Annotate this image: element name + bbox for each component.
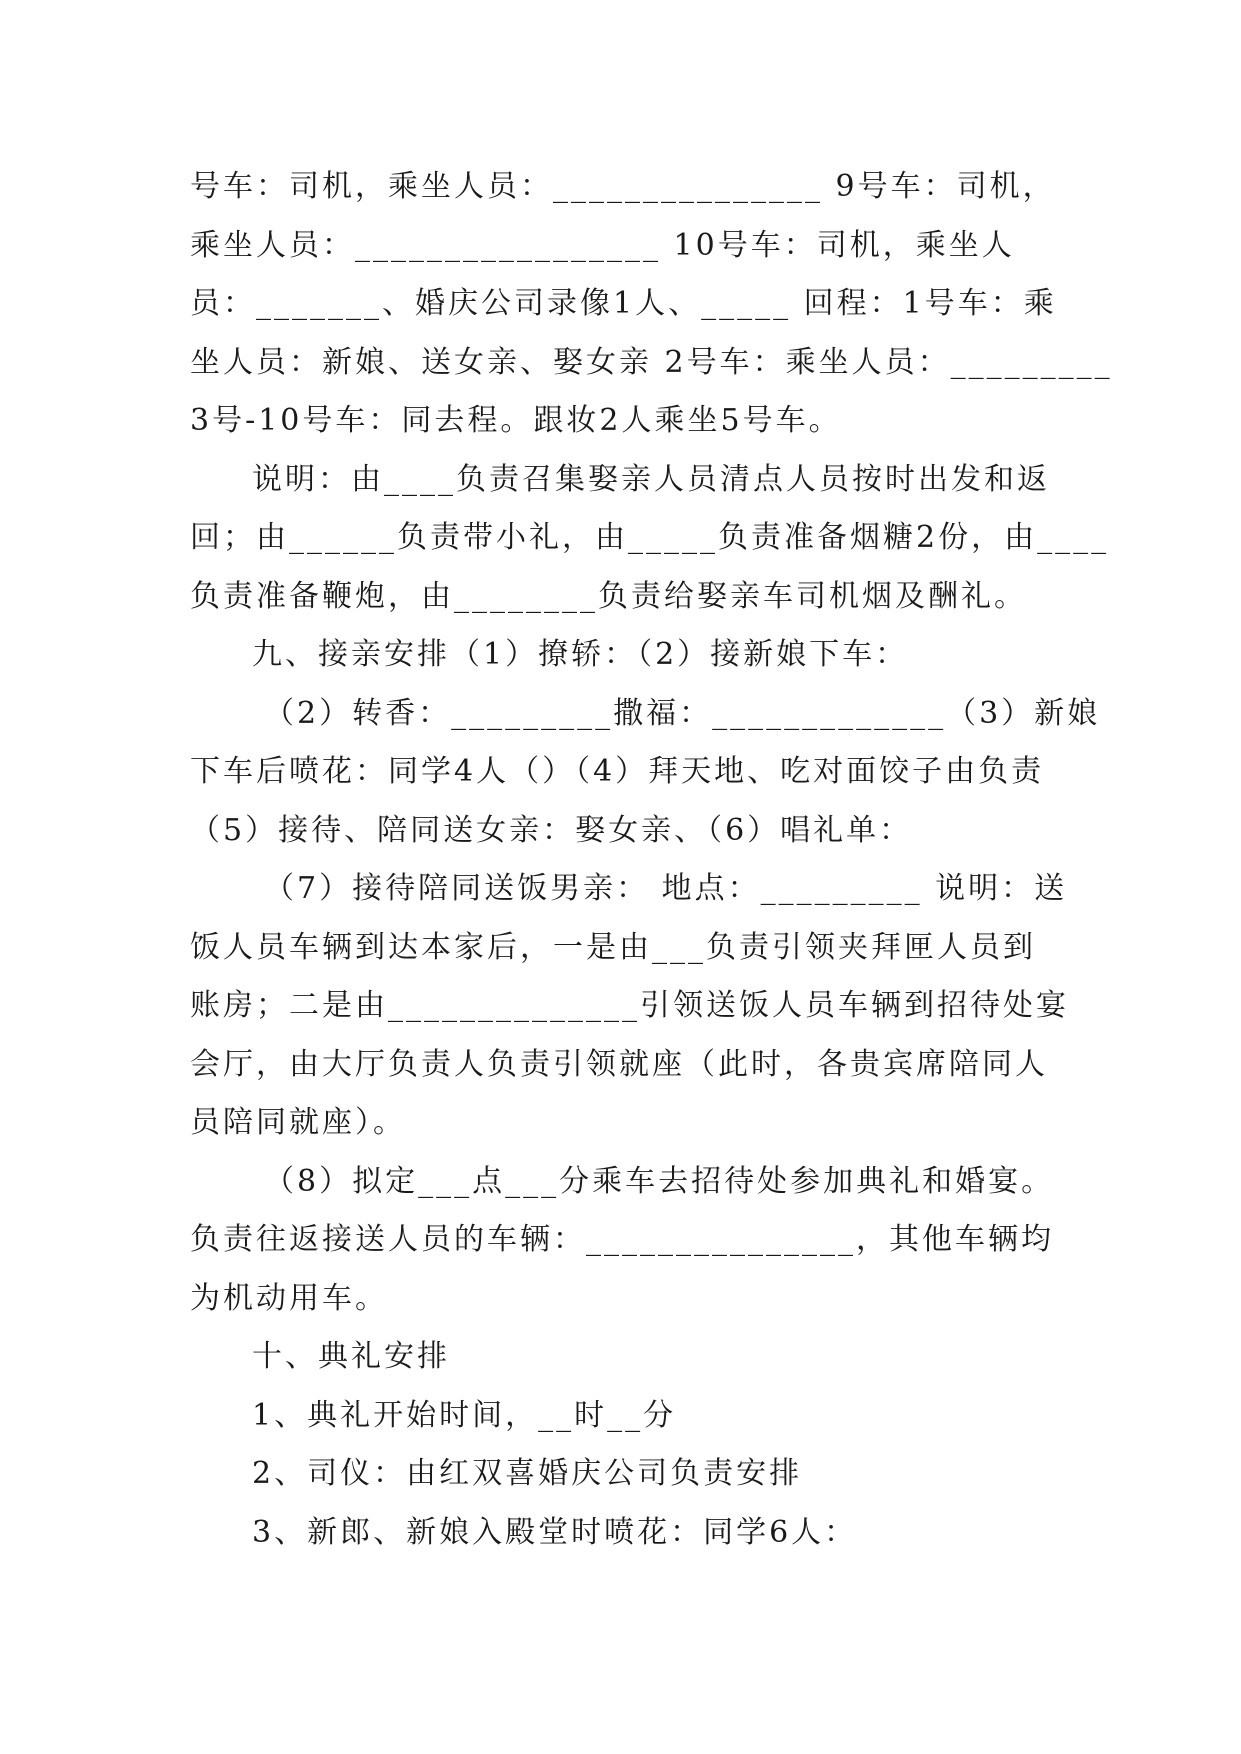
text-line: 说明：由____负责召集娶亲人员清点人员按时出发和返 <box>252 461 1050 497</box>
text-line: 坐人员：新娘、送女亲、娶女亲 2号车：乘坐人员：_________ <box>190 344 1113 380</box>
text-line: 为机动用车。 <box>190 1280 388 1316</box>
section-heading: 十、典礼安排 <box>252 1339 450 1374</box>
text-line: （7）接待陪同送饭男亲： 地点：_________ 说明：送 <box>264 871 1068 906</box>
document-body <box>190 158 1113 1562</box>
text-line: 回；由______负责带小礼，由_____负责准备烟糖2份，由____ <box>190 520 1110 555</box>
text-line: 乘坐人员：_________________ 10号车：司机，乘坐人 <box>190 227 1015 263</box>
text-line: 账房；二是由______________引领送饭人员车辆到招待处宴 <box>190 988 1069 1023</box>
text-line: 负责往返接送人员的车辆：_______________，其他车辆均 <box>190 1222 1054 1257</box>
text-line: 号车：司机，乘坐人员：_______________ 9号车：司机， <box>190 169 1056 204</box>
text-line: 下车后喷花：同学4人（）（4）拜天地、吃对面饺子由负责 <box>190 754 1045 789</box>
text-line: 员：_______、婚庆公司录像1人、_____ 回程：1号车：乘 <box>190 286 1057 321</box>
text-line: 员陪同就座）。 <box>190 1105 406 1140</box>
section-heading: 九、接亲安排（1）撩轿：（2）接新娘下车： <box>252 637 909 672</box>
list-item: 1、典礼开始时间，__时__分 <box>252 1397 677 1433</box>
text-line: 饭人员车辆到达本家后，一是由___负责引领夹拜匣人员到 <box>190 929 1036 965</box>
text-line: 会厅，由大厅负责人负责引领就座（此时，各贵宾席陪同人 <box>190 1046 1048 1082</box>
list-item: 3、新郎、新娘入殿堂时喷花：同学6人： <box>252 1514 858 1550</box>
text-line: 3号-10号车：同去程。跟妆2人乘坐5号车。 <box>190 403 842 438</box>
text-line: 负责准备鞭炮，由________负责给娶亲车司机烟及酬礼。 <box>190 578 1027 614</box>
text-line: （2）转香：_________撒福：_____________（3）新娘 <box>264 695 1101 731</box>
list-item: 2、司仪：由红双喜婚庆公司负责安排 <box>252 1456 803 1491</box>
text-line: （8）拟定___点___分乘车去招待处参加典礼和婚宴。 <box>264 1163 1055 1199</box>
text-line: （5）接待、陪同送女亲：娶女亲、（6）唱礼单： <box>190 812 913 848</box>
